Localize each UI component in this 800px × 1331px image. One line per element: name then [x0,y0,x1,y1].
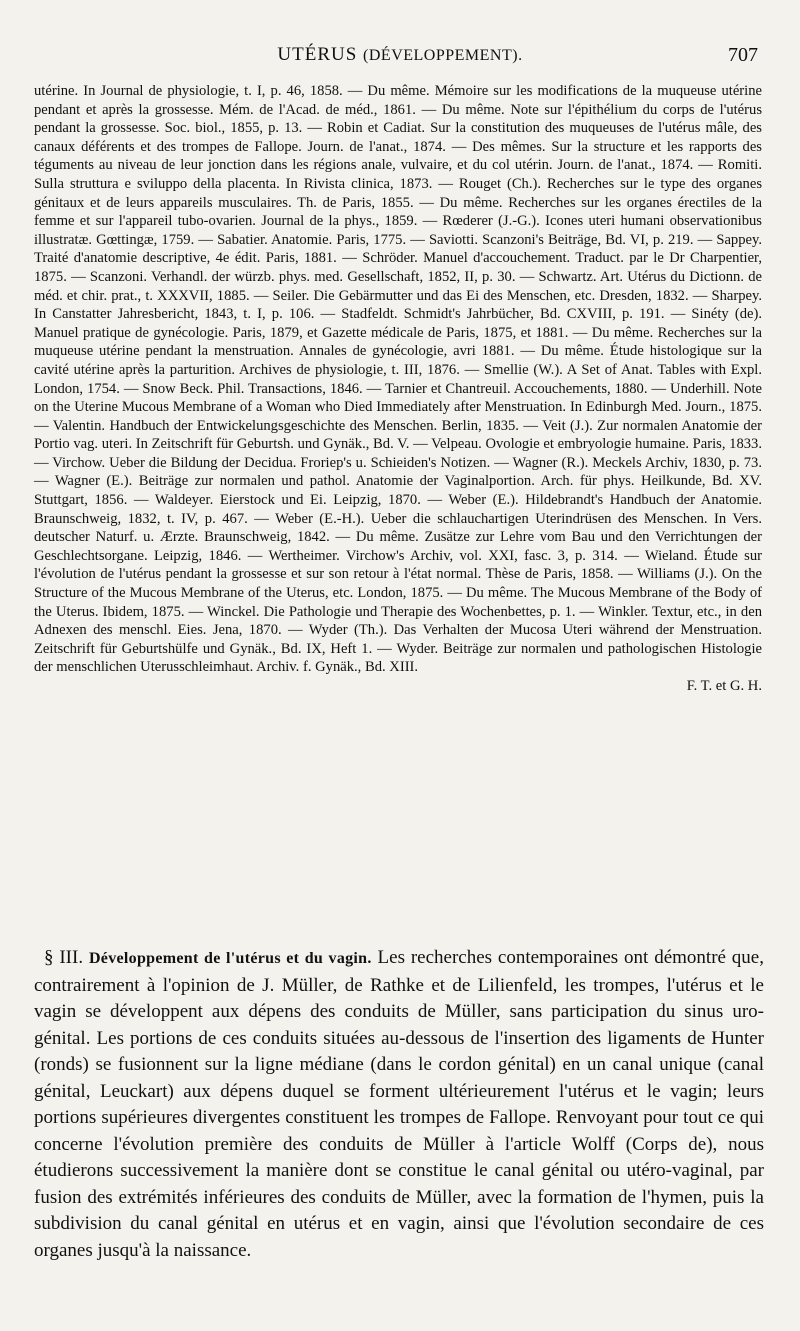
page-number: 707 [728,44,758,66]
section-number: § III. [44,947,84,968]
bibliography-text: utérine. In Journal de physiologie, t. I, p. 46, 1858. — Du même. Mémoire sur les modifications de la muqueuse utérine pendant et après la grossesse. Mém. de l'Acad. de méd., 1861. — Du même. Note sur l'épithélium du corps de l'utérus pendant la grossesse. Soc. biol., 1855, p. 13. — Robin et Cadiat. Sur la constitution des muqueuses de l'utérus mâle, des canaux déférents et des trompes de Fallope. Journ. de l'anat., 1874. — Des mêmes. Sur la structure et les rapports des téguments au niveau de leur jonction dans les régions anale, vulvaire, et du col utérin. Journ. de l'anat., 1874. — Romiti. Sulla struttura e sviluppo della placenta. In Rivista clinica, 1873. — Rouget (Ch.). Recherches sur le type des organes génitaux et de leurs appareils musculaires. Th. de Paris, 1855. — Du même. Recherches sur les organes érectiles de la femme et sur l'appareil tubo-ovarien. Journal de la phys., 1859. — Rœderer (J.-G.). Icones uteri humani observationibus illustratæ. Gœttingæ, 1759. — Sabatier. Anatomie. Paris, 1775. — Saviotti. Scanzoni's Beiträge, Bd. VI, p. 219. — Sappey. Traité d'anatomie descriptive, 4e édit. Paris, 1881. — Schröder. Manuel d'accouchement. Traduct. par le Dr Charpentier, 1875. — Scanzoni. Verhandl. der würzb. phys. med. Gesellschaft, 1852, II, p. 30. — Schwartz. Art. Utérus du Dictionn. de méd. et chir. prat., t. XXXVII, 1885. — Seiler. Die Gebärmutter und das Ei des Menschen, etc. Dresden, 1832. — Sharpey. In Canstatter Jahresbericht, 1843, t. I, p. 106. — Stadfeldt. Schmidt's Jahrbücher, Bd. CXVIII, p. 191. — Sinéty (de). Manuel pratique de gynécologie. Paris, 1879, et Gazette médicale de Paris, 1875, et 1881. — Du même. Recherches sur la muqueuse utérine pendant la menstruation. Annales de gynécologie, avri 1881. — Du même. Étude histologique sur la cavité utérine après la parturition. Archives de physiologie, t. III, 1876. — Smellie (W.). A Set of Anat. Tables with Expl. London, 1754. — Snow Beck. Phil. Transactions, 1846. — Tarnier et Chantreuil. Accouchements, 1880. — Underhill. Note on the Uterine Mucous Membrane of a Woman who Died Immediately after Menstruation. In Edinburgh Med. Journ., 1875. — Valentin. Handbuch der Entwickelungsgeschichte des Menschen. Berlin, 1835. — Veit (J.). Zur normalen Anatomie der Portio vag. uteri. In Zeitschrift für Geburtsh. und Gynäk., Bd. V. — Velpeau. Ovologie et embryologie humaine. Paris, 1833. — Virchow. Ueber die Bildung der Decidua. Froriep's u. Schieiden's Notizen. — Wagner (R.). Meckels Archiv, 1830, p. 73. — Wagner (E.). Beiträge zur normalen und pathol. Anatomie der Vaginalportion. Arch. für phys. Heilkunde, Bd. XV. Stuttgart, 1856. — Waldeyer. Eierstock und Ei. Leipzig, 1870. — Weber (E.). Hildebrandt's Handbuch der Anatomie. Braunschweig, 1832, t. IV, p. 467. — Weber (E.-H.). Ueber die schlauchartigen Uterindrüsen des Menschen. In Vers. deutscher Naturf. u. Ærzte. Braunschweig, 1842. — Du même. Zusätze zur Lehre vom Bau und den Verrichtungen der Geschlechtsorgane. Leipzig, 1846. — Wertheimer. Virchow's Archiv, vol. XXI, fasc. 3, p. 314. — Wieland. Étude sur l'évolution de l'utérus pendant la grossesse et sur son retour à l'état normal. Thèse de Paris, 1858. — Williams (J.). On the Structure of the Mucous Membrane of the Uterus, etc. London, 1875. — Du même. The Mucous Membrane of the Body of the Uterus. Ibidem, 1875. — Winckel. Die Pathologie und Therapie des Wochenbettes, p. 1. — Winkler. Textur, etc., in den Adnexen des menschl. Eies. Jena, 1870. — Wyder (Th.). Das Verhalten der Mucosa Uteri während der Menstruation. Zeitschrift für Geburtshülfe und Gynäk., Bd. IX, Heft 1. — Wyder. Beiträge zur normalen und pathologischen Histologie der menschlichen Uterusschleimhaut. Archiv. f. Gynäk., Bd. XIII. [34,83,762,676]
section-body: Les recherches contemporaines ont démontré que, contrairement à l'opinion de J. Müller, de Rathke et de Lilienfeld, les trompes, l'utérus et le vagin se développent aux dépens des conduits de Müller, sans participation du sinus uro-génital. Les portions de ces conduits situées au-dessous de l'insertion des ligaments de Hunter (ronds) se fusionnent sur la ligne médiane (dans le cordon génital) en un canal unique (canal génital, Leuckart) aux dépens duquel se forment ultérieurement l'utérus et le vagin; leurs portions supérieures divergentes constituent les trompes de Fallope. Renvoyant pour tout ce qui concerne l'évolution première des conduits de Müller à l'article Wolff (Corps de), nous étudierons successivement la manière dont se constitue le canal génital ou utéro-vaginal, par fusion des extrémités inférieures des conduits de Müller, avec la formation de l'hymen, puis la subdivision du canal génital en utérus et en vagin, ainsi que l'évolution secondaire de ces organes jusqu'à la naissance. [34,947,764,1261]
section-paragraph [34,945,764,1264]
bibliography-block [34,82,762,696]
author-signature: F. T. et G. H. [686,678,762,694]
running-title [34,44,766,66]
section-heading: Développement de l'utérus et du vagin. [88,950,372,967]
section-development [34,945,764,1264]
header-subtitle: (DÉVELOPPEMENT). [363,47,523,64]
header-title: UTÉRUS [277,44,358,65]
running-header [34,44,766,74]
